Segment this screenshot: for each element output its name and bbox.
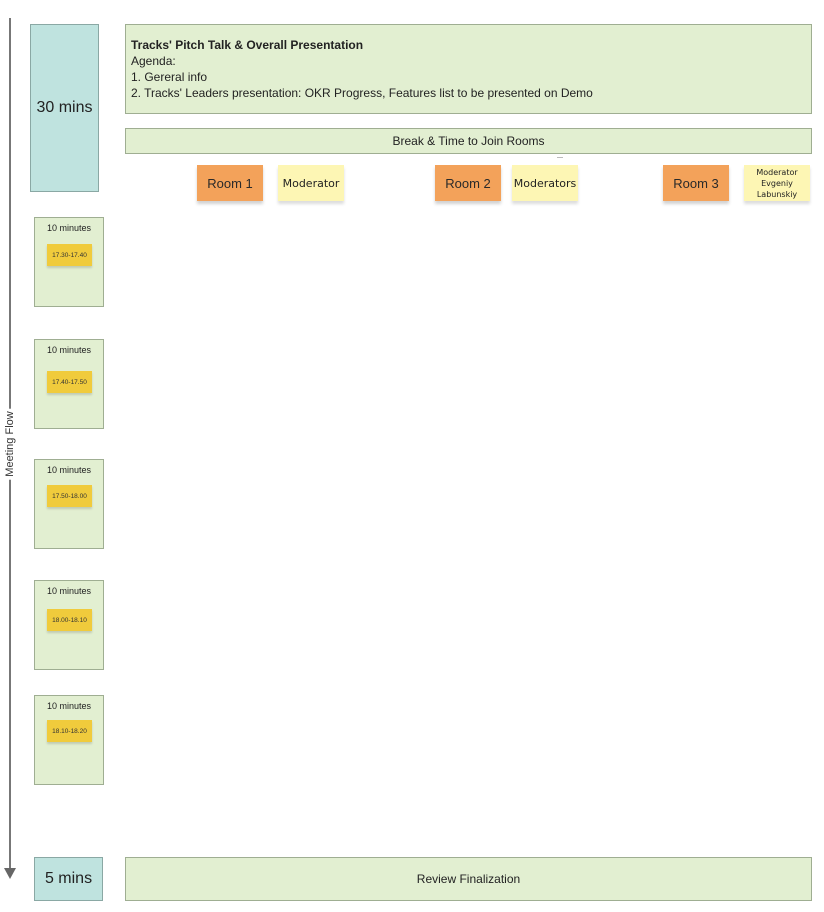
final-duration-block[interactable]: 5 mins	[34, 857, 103, 901]
slot-duration: 10 minutes	[46, 586, 92, 596]
slot-time-sticky[interactable]: 17.30-17.40	[47, 244, 92, 266]
review-finalization-label: Review Finalization	[416, 872, 521, 886]
time-slot[interactable]	[34, 459, 104, 549]
slot-time-sticky[interactable]: 18.10-18.20	[47, 720, 92, 742]
agenda-line: 2. Tracks' Leaders presentation: OKR Progress, Features list to be presented on Demo	[131, 86, 593, 100]
break-bar-label: Break & Time to Join Rooms	[392, 134, 545, 148]
room-3-moderator-sticky[interactable]	[744, 165, 810, 201]
review-finalization-bar[interactable]	[125, 857, 812, 901]
intro-duration-block[interactable]: 30 mins	[30, 24, 99, 192]
slot-duration: 10 minutes	[46, 345, 92, 355]
break-bar[interactable]	[125, 128, 812, 154]
time-slot[interactable]	[34, 339, 104, 429]
connector-mark	[557, 157, 563, 158]
meeting-flow-label: Meeting Flow	[4, 408, 16, 479]
slot-time-sticky[interactable]: 17.50-18.00	[47, 485, 92, 507]
agenda-title: Tracks' Pitch Talk & Overall Presentation	[131, 38, 364, 52]
meeting-flow-arrowhead	[4, 868, 16, 879]
time-slot[interactable]	[34, 695, 104, 785]
room-2-sticky[interactable]: Room 2	[435, 165, 501, 201]
room-2-moderator-sticky[interactable]: Moderators	[512, 165, 578, 201]
agenda-box[interactable]	[125, 24, 812, 114]
time-slot[interactable]	[34, 580, 104, 670]
room-1-moderator-sticky[interactable]: Moderator	[278, 165, 344, 201]
slot-duration: 10 minutes	[46, 701, 92, 711]
slot-time-sticky[interactable]: 17.40-17.50	[47, 371, 92, 393]
time-slot[interactable]	[34, 217, 104, 307]
agenda-line: 1. Gereral info	[131, 70, 208, 84]
agenda-line: Agenda:	[131, 54, 176, 68]
slot-duration: 10 minutes	[46, 223, 92, 233]
room-1-sticky[interactable]: Room 1	[197, 165, 263, 201]
slot-duration: 10 minutes	[46, 465, 92, 475]
slot-time-sticky[interactable]: 18.00-18.10	[47, 609, 92, 631]
room-3-moderator-name: Evgeniy Labunskiy	[756, 178, 798, 199]
room-3-moderator-role: Moderator	[756, 167, 798, 177]
room-3-sticky[interactable]: Room 3	[663, 165, 729, 201]
